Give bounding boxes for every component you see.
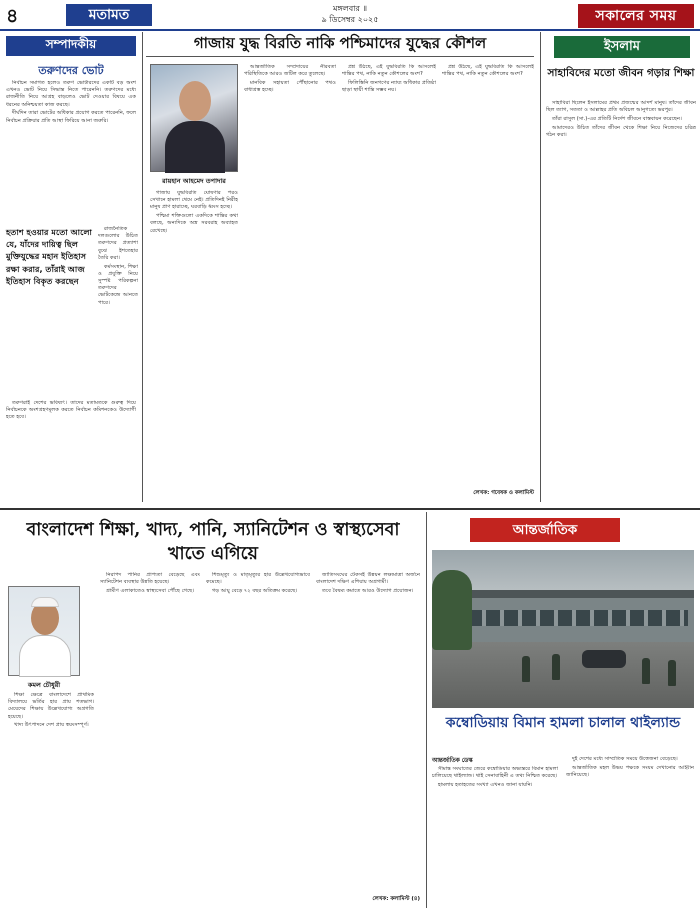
paragraph: আন্তর্জাতিক সম্প্রদায়ের নীরবতা পরিস্থিতিকে আরও জটিল করে তুলেছে। — [244, 64, 336, 78]
author-body — [165, 121, 225, 173]
editorial-title: তরুণদের ভোট — [38, 64, 104, 77]
issue-day: মঙ্গলবার ॥ — [333, 4, 367, 13]
bangladesh-author: কমল চৌধুরী — [27, 681, 61, 689]
author-photo — [8, 586, 80, 676]
bangladesh-column-1 — [8, 692, 94, 904]
international-desk: আন্তর্জাতিক ডেস্ক — [432, 758, 473, 764]
opinion-headline: গাজায় যুদ্ধ বিরতি নাকি পশ্চিমাদের যুদ্ধের কৌশল — [193, 34, 487, 52]
issue-date-text: ৯ ডিসেম্বর ২০২৫ — [321, 15, 379, 24]
paragraph: দীর্ঘদিন তারা ভোটের অধিকার প্রয়োগ করতে পারেননি, ফলে নির্বাচন প্রক্রিয়ার প্রতি আস্থা ফিরিয়ে আনা জরুরি। — [6, 110, 136, 124]
editorial-pull-quote: হতাশ হওয়ার মতো আলো যে, যাঁদের দায়িত্ব ছিল মুক্তিযুদ্ধের মহান ইতিহাস রক্ষা করার, তাঁরাই আজ ইতিহাস বিকৃত করছেন — [6, 227, 92, 286]
paragraph: জাতিসংঘের টেকসই উন্নয়ন লক্ষ্যমাত্রা অর্জনে বাংলাদেশ দক্ষিণ এশিয়ায় অগ্রগামী। — [316, 572, 420, 586]
author-photo — [150, 64, 238, 172]
islam-title: সাহাবিদের মতো জীবন গড়ার শিক্ষা — [547, 67, 695, 79]
issue-date — [265, 3, 435, 25]
author-face — [179, 81, 211, 121]
paragraph: গাজায় যুদ্ধবিরতি ঘোষণার পরও সেখানে হামলা থেমে নেই। প্রতিদিনই নিরীহ মানুষ প্রাণ হারাচ্ছে, ঘরবাড়ি ধ্বংস হচ্ছে। — [150, 190, 238, 211]
paragraph: মানবিক সহায়তা পৌঁছানোর পথও বাধাগ্রস্ত হচ্ছে। — [244, 79, 336, 94]
paragraph: পশ্চিমা শক্তিগুলো একদিকে শান্তির কথা বলছে, অন্যদিকে অস্ত্র সরবরাহ অব্যাহত রেখেছে। — [150, 213, 238, 234]
paragraph: রাজনৈতিক দলগুলোর উচিত তরুণদের প্রত্যাশা বুঝে ইশতেহার তৈরি করা। — [98, 226, 138, 261]
paragraph: আন্তর্জাতিক মহল উভয় পক্ষকে সংযম দেখানোর আহ্বান জানিয়েছে। — [566, 764, 694, 778]
bangladesh-column-3 — [206, 572, 310, 904]
section-rule — [0, 508, 700, 510]
bangladesh-headline: বাংলাদেশ শিক্ষা, খাদ্য, পানি, স্যানিটেশন ও স্বাস্থ্যসেবা খাতে এগিয়ে — [26, 520, 400, 564]
section-badge-opinion: মতামত — [66, 4, 152, 26]
column-divider — [142, 32, 143, 502]
international-label: আন্তর্জাতিক — [470, 518, 620, 542]
islam-body — [546, 100, 696, 498]
masthead-rule — [0, 29, 700, 31]
paragraph: গড় আয়ু বেড়ে ৭২ বছর অতিক্রম করেছে। — [212, 587, 298, 594]
paragraph: হামলায় হতাহতের সংখ্যা এখনও জানা যায়নি। — [438, 781, 533, 788]
paragraph: প্রশ্ন উঠছে, এই যুদ্ধবিরতি কি আসলেই শান্তির পথ, নাকি নতুন কৌশলের অংশ? — [342, 64, 436, 78]
international-column-1 — [432, 766, 558, 904]
author-cap — [31, 597, 59, 607]
photo-person — [552, 654, 560, 680]
opinion-column-2 — [244, 64, 336, 498]
photo-windows — [468, 610, 688, 626]
author-body — [19, 635, 71, 677]
paragraph: তরুণরাই দেশের ভবিষ্যৎ। তাদের মতামতকে গুরুত্ব দিয়ে নির্বাচনকে অংশগ্রহণমূলক করতে নির্বাচন কমিশনকেও উদ্যোগী হতে হবে। — [6, 400, 136, 421]
paragraph: সাহাবিরা ছিলেন ইসলামের প্রথম প্রজন্মের আদর্শ মানুষ। তাঁদের জীবন ছিল ত্যাগ, সততা ও আল্লাহর প্রতি অবিচল আনুগত্যে ভরপুর। — [546, 100, 696, 114]
opinion-author: রায়হান আহমেদ তপাদার — [162, 177, 226, 185]
international-headline: কম্বোডিয়ায় বিমান হামলা চালাল থাইল্যান্ড — [445, 715, 681, 731]
paragraph: তাঁরা রাসুল (সা.)-এর প্রতিটি নির্দেশ জীবনে বাস্তবায়ন করেছেন। — [552, 115, 682, 122]
photo-tree — [432, 570, 472, 650]
islam-label: ইসলাম — [554, 36, 690, 58]
bangladesh-byline-footer: লেখক: কলামিস্ট (৪) — [372, 896, 420, 902]
column-divider — [540, 32, 541, 502]
opinion-column-4 — [442, 64, 534, 484]
bangladesh-column-2 — [100, 572, 200, 904]
paragraph: শিক্ষা ক্ষেত্রে বাংলাদেশে প্রাথমিক বিদ্যালয়ে ভর্তির হার প্রায় শতভাগ। মেয়েদের শিক্ষায় উল্লেখযোগ্য অগ্রগতি হয়েছে। — [8, 692, 94, 720]
photo-person — [522, 656, 530, 682]
paper-logo: সকালের সময় — [578, 4, 694, 28]
paragraph: শিশুমৃত্যু ও মাতৃমৃত্যুর হার উল্লেখযোগ্যভাবে কমেছে। — [206, 572, 310, 586]
paragraph: গ্রামীণ এলাকাতেও স্বাস্থ্যসেবা পৌঁছে গেছে। — [106, 587, 195, 594]
editorial-label: সম্পাদকীয় — [6, 36, 136, 56]
editorial-body-bottom — [6, 400, 136, 500]
paragraph: প্রশ্ন উঠছে, এই যুদ্ধবিরতি কি আসলেই শান্তির পথ, নাকি নতুন কৌশলের অংশ? — [442, 64, 534, 78]
paragraph: দুই দেশের মধ্যে সাম্প্রতিক সময়ে উত্তেজনা বেড়েছে। — [572, 756, 678, 762]
opinion-byline-footer: লেখক: গবেষক ও কলামিস্ট — [473, 490, 534, 496]
paragraph: সীমান্ত সংঘাতের জেরে কম্বোডিয়ার অভ্যন্তরে বিমান হামলা চালিয়েছে থাইল্যান্ড। থাই সেনাবাহিনী এ তথ্য নিশ্চিত করেছে। — [432, 766, 558, 780]
photo-person — [668, 660, 676, 686]
page-number: ৪ — [6, 5, 19, 27]
editorial-body-side — [98, 226, 138, 386]
paragraph: তবে বৈষম্য কমাতে আরও উদ্যোগ প্রয়োজন। — [322, 587, 414, 594]
opinion-column-1 — [150, 190, 238, 498]
paragraph: কর্মসংস্থান, শিক্ষা ও প্রযুক্তি নিয়ে সুস্পষ্ট পরিকল্পনা তরুণদের ভোটকেন্দ্রে আনতে পারে। — [98, 263, 138, 306]
paragraph: নির্বাচন সমাগত হলেও তরুণ ভোটারদের একটি বড় অংশ এখনও ভোট নিয়ে সিদ্ধান্ত নিতে পারেননি। তরুণদের মধ্যে রাজনীতি নিয়ে আগ্রহ বাড়লেও ভোট দেওয়ার বিষয়ে এক ধরনের অনিশ্চয়তা কাজ করছে। — [6, 80, 136, 108]
paragraph: খাদ্য উৎপাদনে দেশ প্রায় স্বয়ংসম্পূর্ণ। — [14, 722, 89, 729]
paragraph: আমাদেরও উচিত তাঁদের জীবন থেকে শিক্ষা নিয়ে নিজেদের চরিত্র গঠন করা। — [546, 124, 696, 138]
international-column-2 — [566, 756, 694, 904]
bangladesh-column-4 — [316, 572, 420, 890]
column-divider — [426, 512, 427, 908]
news-photo — [432, 550, 694, 708]
photo-person — [642, 658, 650, 684]
photo-vehicle — [582, 650, 626, 668]
editorial-body-top — [6, 80, 136, 220]
paragraph: নিরাপদ পানির প্রাপ্যতা বেড়েছে এবং স্যানিটেশন ব্যবস্থার উন্নতি হয়েছে। — [100, 572, 200, 586]
paragraph: ফিলিস্তিনি জনগণের ন্যায্য অধিকার প্রতিষ্ঠা ছাড়া স্থায়ী শান্তি সম্ভব নয়। — [342, 79, 436, 94]
opinion-column-3 — [342, 64, 436, 498]
photo-road — [432, 642, 694, 708]
headline-rule — [146, 56, 534, 57]
